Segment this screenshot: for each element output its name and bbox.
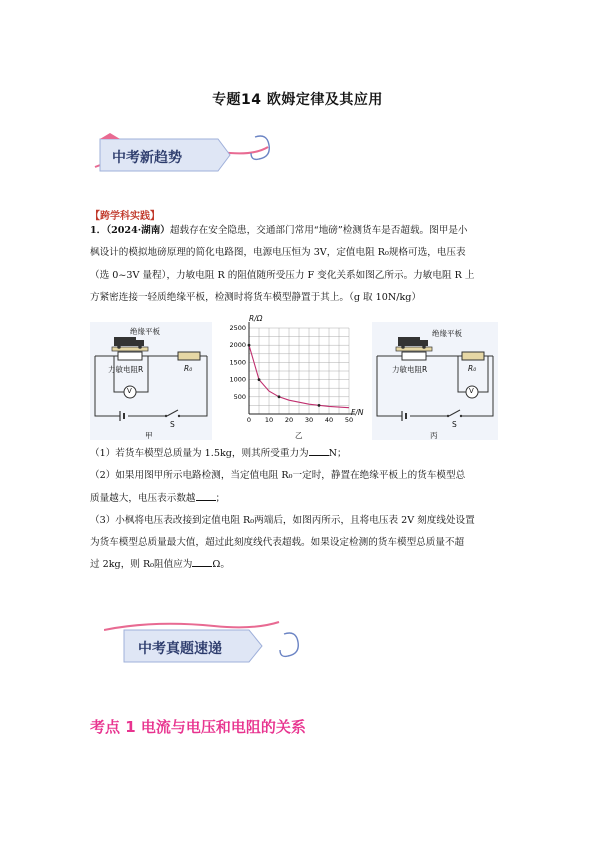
question-line-2: 枫设计的模拟地磅原理的简化电路图，电源电压恒为 3V，定值电阻 R₀规格可选，电压表 <box>90 247 466 259</box>
banner-exam-label: 中考真题速递 <box>138 641 222 657</box>
figure-jia <box>90 322 212 440</box>
chart-ticks <box>229 324 353 424</box>
answer-blank-2[interactable] <box>196 490 216 501</box>
banner-exam <box>104 616 304 676</box>
chart-x-tick-label: 40 <box>324 416 334 424</box>
bing-platform-label: 绝缘平板 <box>432 329 462 338</box>
chart-r-vs-f <box>215 316 365 440</box>
question-number: 1． <box>90 225 107 236</box>
chart-data-point <box>278 395 281 398</box>
sub-question-3-line-3: 过 2kg，则 R₀阻值应为 Ω。 <box>90 554 505 576</box>
jia-caption: 甲 <box>145 431 153 440</box>
tag-interdisciplinary: 【跨学科实践】 <box>90 211 160 222</box>
figure-bing <box>372 322 498 440</box>
answer-blank-1[interactable] <box>309 445 329 456</box>
bing-r0-label: R₀ <box>468 364 477 373</box>
jia-r0-label: R₀ <box>184 364 193 373</box>
chart-grid <box>249 328 349 414</box>
figure-yi <box>215 316 365 440</box>
chart-caption: 乙 <box>295 431 303 440</box>
chart-y-tick-label: 1000 <box>229 375 246 384</box>
question-text: 超载存在安全隐患，交通部门常用“地磅”检测货车是否超载。图甲是小 <box>169 225 468 236</box>
chart-data-point <box>248 344 251 347</box>
banner-trend-label: 中考新趋势 <box>112 150 182 166</box>
sub-question-3-line-2: 为货车模型总质量最大值，超过此刻度线代表超载。如果设定检测的货车模型总质量不超 <box>90 537 465 549</box>
chart-data-point <box>318 404 321 407</box>
sub-question-1: （1）若货车模型总质量为 1.5kg，则其所受重力为 N； <box>90 443 505 465</box>
section-heading: 考点 1 电流与电压和电阻的关系 <box>90 718 306 736</box>
chart-x-tick-label: 0 <box>246 416 252 424</box>
sub-question-2-line-2: 质量越大，电压表示数越 ； <box>90 488 505 510</box>
circuit-jia-diagram <box>90 322 212 440</box>
chart-points <box>248 344 321 407</box>
question-line-3: （选 0~3V 量程），力敏电阻 R 的阻值随所受压力 F 变化关系如图乙所示。力敏电阻 R 上 <box>90 269 475 281</box>
jia-resistor-label: 力敏电阻R <box>108 365 144 374</box>
answer-blank-3[interactable] <box>192 556 212 567</box>
chart-y-tick-label: 2500 <box>229 324 246 332</box>
circuit-bing-diagram <box>372 322 498 440</box>
jia-switch-label: S <box>170 420 175 429</box>
page-title: 专题14 欧姆定律及其应用 <box>212 92 383 108</box>
bing-caption: 丙 <box>430 431 438 440</box>
jia-platform-label: 绝缘平板 <box>130 327 160 336</box>
jia-voltmeter-label: V <box>127 387 132 395</box>
sub-questions <box>90 443 505 577</box>
chart-y-tick-label: 1500 <box>229 358 246 367</box>
question-body <box>90 220 505 309</box>
bing-voltmeter-label: V <box>469 387 474 395</box>
question-line-1 <box>90 220 505 242</box>
bing-switch-label: S <box>452 420 457 429</box>
chart-y-tick-label: 500 <box>233 392 246 401</box>
chart-x-tick-label: 50 <box>344 416 354 424</box>
sub-question-2-line-1: （2）如果用图甲所示电路检测，当定值电阻 R₀一定时，静置在绝缘平板上的货车模型总 <box>90 470 466 482</box>
banner-trend <box>90 125 290 185</box>
chart-x-label: F/N <box>351 408 364 417</box>
chart-x-tick-label: 20 <box>284 416 294 424</box>
chart-y-tick-label: 2000 <box>229 341 246 350</box>
chart-x-tick-label: 10 <box>264 416 274 424</box>
question-line-4: 方紧密连接一轻质绝缘平板，检测时将货车模型静置于其上。（g 取 10N/kg） <box>90 291 422 303</box>
sub-question-3-line-1: （3）小枫将电压表改接到定值电阻 R₀两端后，如图丙所示，且将电压表 2V 刻度线处设置 <box>90 514 475 526</box>
chart-data-point <box>258 378 261 381</box>
chart-y-label: R/Ω <box>249 314 263 323</box>
chart-x-tick-label: 30 <box>304 416 314 424</box>
question-source: （2024·湖南） <box>106 225 170 236</box>
bing-resistor-label: 力敏电阻R <box>392 365 428 374</box>
